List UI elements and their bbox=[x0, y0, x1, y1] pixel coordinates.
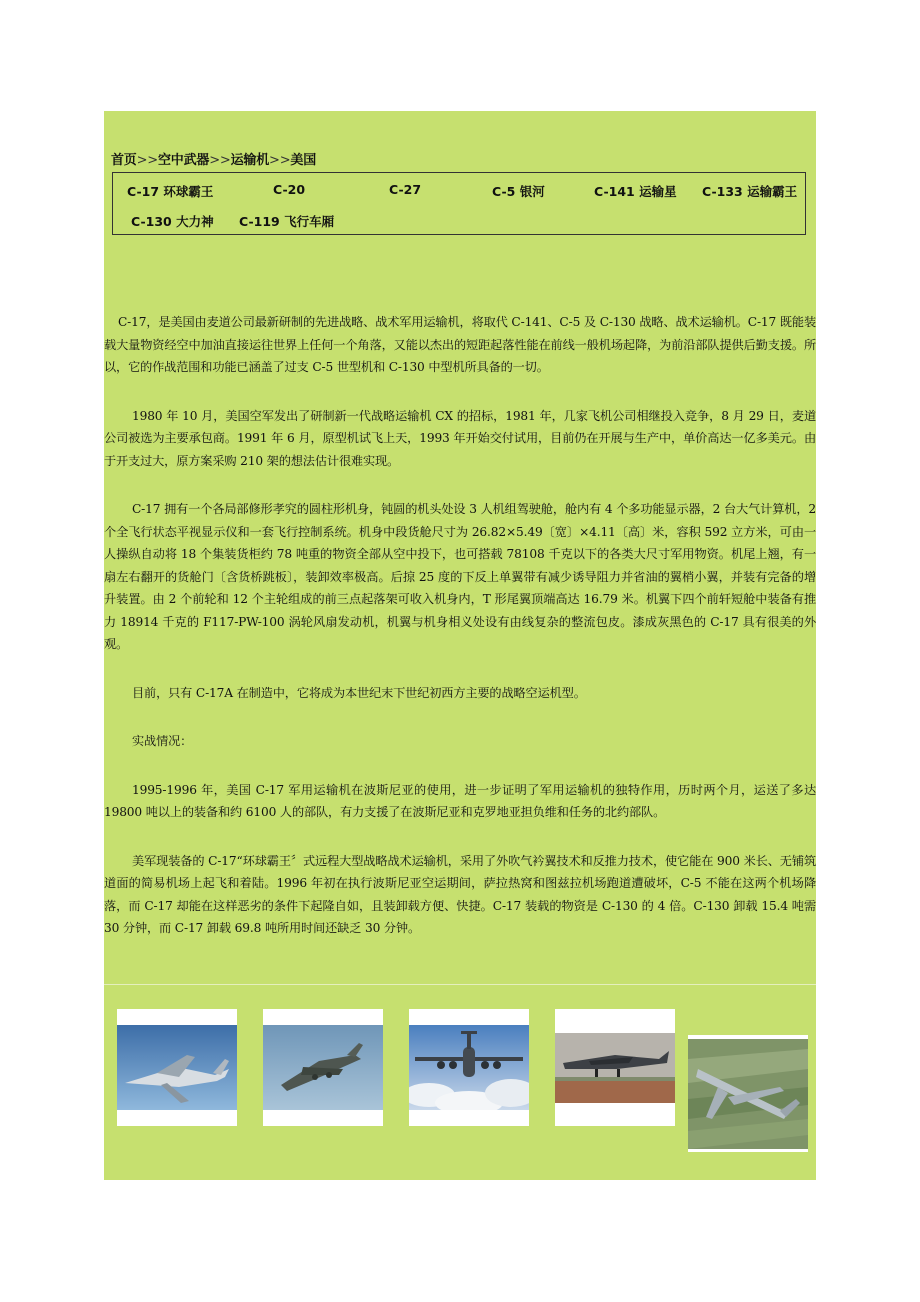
article-paragraph: 目前，只有 C-17A 在制造中，它将成为本世纪末下世纪初西方主要的战略空运机型。 bbox=[132, 685, 586, 700]
article-subheading: 实战情况： bbox=[132, 734, 193, 748]
content-panel bbox=[104, 111, 816, 1180]
nav-link-c5[interactable]: C-5 银河 bbox=[492, 184, 545, 199]
c17-front-photo[interactable] bbox=[409, 1025, 529, 1110]
gallery-photo-frame[interactable] bbox=[263, 1009, 383, 1126]
c17-farmland-photo[interactable] bbox=[688, 1039, 808, 1149]
article-paragraph: 美军现装备的 C-17“环球霸王〞式远程大型战略战术运输机，采用了外吹气衿翼技术和反推力技术，使它能在 900 米长、无铺筑道面的简易机场上起飞和着陆。1996 年初在执行波斯尼亚空运期间，萨拉热窝和图兹拉机场跑道遭破坏，C-5 不能在这两个机场降落，而 C-17 却能在这样恶劣的条件下起隆自如，且装卸载方便、快捷。C-17 装载的物资是 C-130 的 4 倍。C-130 卸载 15.4 吨需 30 分钟，而 C-17 卸载 69.8 吨所用时间还缺乏 30 分钟。 bbox=[104, 853, 816, 935]
nav-link-c130[interactable]: C-130 大力神 bbox=[131, 214, 214, 229]
gallery-divider bbox=[104, 984, 816, 985]
aircraft-nav-box bbox=[112, 172, 806, 235]
article-paragraph: C-17，是美国由麦道公司最新研制的先进战略、战术军用运输机，将取代 C-141、C-5 及 C-130 战略、战术运输机。C-17 既能装载大量物资经空中加油直接运往世界上任何一个角落，又能以杰出的短距起落性能在前线一般机场起降，为前沿部队提供后勤支援。所以，它的作战范围和功能已涵盖了过支 C-5 世型机和 C-130 中型机所具备的一切。 bbox=[104, 315, 816, 374]
nav-link-c141[interactable]: C-141 运输星 bbox=[594, 184, 677, 199]
breadcrumb-country-link[interactable]: 美国 bbox=[290, 153, 316, 168]
aircraft-image bbox=[688, 1039, 808, 1149]
aircraft-image bbox=[263, 1025, 383, 1110]
nav-link-c133[interactable]: C-133 运输霸王 bbox=[702, 184, 798, 199]
breadcrumb bbox=[111, 149, 316, 168]
article-body bbox=[104, 311, 816, 966]
aircraft-image bbox=[117, 1025, 237, 1110]
gallery-photo-frame[interactable] bbox=[117, 1009, 237, 1126]
breadcrumb-separator: >> bbox=[269, 153, 291, 168]
breadcrumb-separator: >> bbox=[136, 153, 158, 168]
aircraft-image bbox=[555, 1033, 675, 1103]
article-paragraph: C-17 拥有一个各局部修形孝究的圆柱形机身，钝圆的机头处设 3 人机组驾驶舱，舱内有 4 个多功能显示器，2 台大气计算机，2 个全飞行状态平视显示仪和一套飞行控制系统。机身中段货舱尺寸为 26.82×5.49〔宽〕×4.11〔高〕米，容积 592 立方米，可由一人操纵自动将 18 个集装货柜约 78 吨重的物资全部从空中投下，也可搭载 78108 千克以下的各类大尺寸军用物资。机尾上翘，有一扇左右翻开的货舱门〔含货桥跳板〕，装卸效率极高。后掠 25 度的下反上单翼带有减少诱导阻力并省油的翼梢小翼，并装有完备的增升装置。由 2 个前轮和 12 个主轮组成的前三点起落架可收入机身内，T 形尾翼顶端高达 16.79 米。机翼下四个前轩短舱中装备有推力 18914 千克的 F117-PW-100 涡轮风扇发动机，机翼与机身相义处设有由线复杂的整流包皮。漆成灰黑色的 C-17 具有很美的外观。 bbox=[104, 502, 816, 651]
breadcrumb-separator: >> bbox=[209, 153, 231, 168]
c17-flight-photo[interactable] bbox=[117, 1025, 237, 1110]
c17-climb-photo[interactable] bbox=[263, 1025, 383, 1110]
nav-link-c119[interactable]: C-119 飞行车厢 bbox=[239, 214, 335, 229]
breadcrumb-home-link[interactable]: 首页 bbox=[111, 153, 137, 168]
c17-landing-photo[interactable] bbox=[555, 1033, 675, 1103]
gallery-photo-frame[interactable] bbox=[688, 1035, 808, 1152]
breadcrumb-subcategory-link[interactable]: 运输机 bbox=[230, 153, 269, 168]
breadcrumb-category-link[interactable]: 空中武器 bbox=[158, 153, 210, 168]
nav-link-c27[interactable]: C-27 bbox=[389, 182, 422, 197]
gallery-photo-frame[interactable] bbox=[409, 1009, 529, 1126]
article-paragraph: 1995-1996 年，美国 C-17 军用运输机在波斯尼亚的使用，进一步证明了军用运输机的独特作用，历时两个月，运送了多达 19800 吨以上的装备和约 6100 人的部队，有力支援了在波斯尼亚和克罗地亚担负维和任务的北约部队。 bbox=[104, 782, 816, 819]
aircraft-image bbox=[409, 1025, 529, 1110]
nav-link-c17[interactable]: C-17 环球霸王 bbox=[127, 184, 214, 199]
gallery-photo-frame[interactable] bbox=[555, 1009, 675, 1126]
nav-link-c20[interactable]: C-20 bbox=[273, 182, 306, 197]
article-paragraph: 1980 年 10 月，美国空军发出了研制新一代战略运输机 CX 的招标，1981 年，几家飞机公司相继投入竞争，8 月 29 日，麦道公司被选为主要承包商。1991 年 6 月，原型机试飞上天，1993 年开始交付试用，目前仍在开展与生产中，单价高达一亿多美元。由于开支过大，原方案采购 210 架的想法估计很难实现。 bbox=[104, 408, 816, 468]
